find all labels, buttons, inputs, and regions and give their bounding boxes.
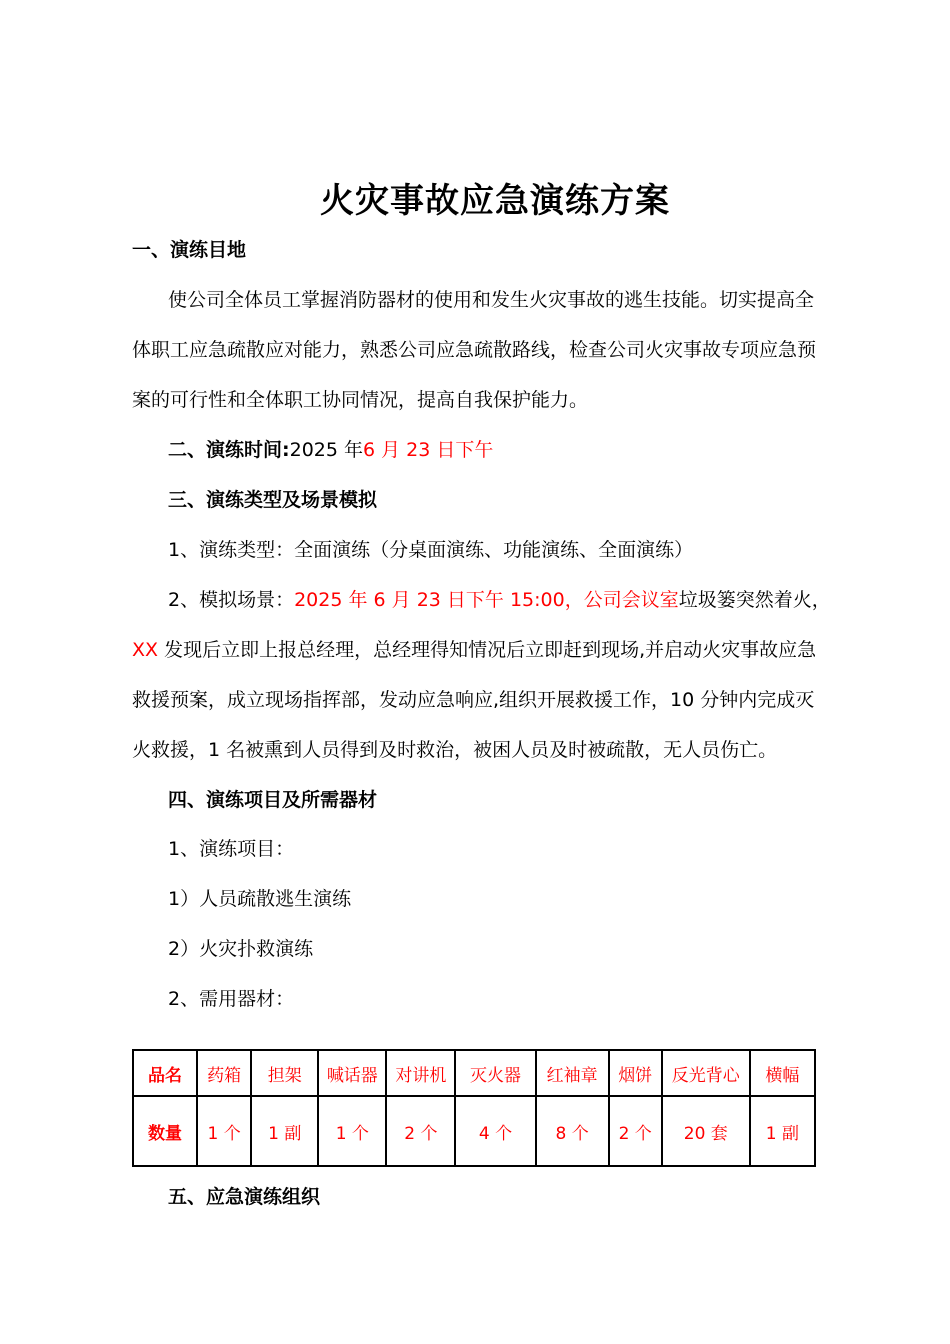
table-row	[133, 1096, 815, 1166]
scene-label: 2、模拟场景：	[168, 589, 295, 611]
table-cell: 2 个	[609, 1096, 662, 1166]
drill-item: 1）人员疏散逃生演练	[168, 888, 352, 910]
section3-heading: 三、演练类型及场景模拟	[168, 489, 378, 511]
table-cell: 1 个	[197, 1096, 251, 1166]
table-cell: 1 副	[251, 1096, 318, 1166]
table-cell: 药箱	[197, 1050, 251, 1096]
drill-year: 2025 年	[289, 439, 364, 461]
name-header-cell: 品名	[133, 1050, 197, 1096]
scene-line: 救援预案，成立现场指挥部，发动应急响应,组织开展救援工作，10 分钟内完成灭	[132, 689, 815, 711]
document-title: 火灾事故应急演练方案	[320, 181, 670, 221]
section1-paragraph-line: 体职工应急疏散应对能力，熟悉公司应急疏散路线，检查公司火灾事故专项应急预	[132, 339, 817, 361]
scene-line	[168, 587, 831, 613]
drill-type-line: 1、演练类型：全面演练（分桌面演练、功能演练、全面演练）	[168, 539, 694, 561]
table-cell: 反光背心	[662, 1050, 750, 1096]
section1-paragraph-line: 使公司全体员工掌握消防器材的使用和发生火灾事故的逃生技能。切实提高全	[168, 289, 815, 311]
drill-item: 2）火灾扑救演练	[168, 938, 314, 960]
table-cell: 对讲机	[386, 1050, 455, 1096]
scene-time-place: 2025 年 6 月 23 日下午 15:00，公司会议室	[294, 589, 679, 611]
section2-line	[168, 437, 493, 463]
table-cell: 红袖章	[536, 1050, 609, 1096]
scene-person: XX	[132, 639, 159, 661]
table-cell: 喊话器	[318, 1050, 386, 1096]
table-row	[133, 1050, 815, 1096]
section1-heading: 一、演练目地	[132, 239, 247, 261]
scene-text: 发现后立即上报总经理，总经理得知情况后立即赶到现场,并启动火灾事故应急	[158, 639, 817, 661]
equipment-label: 2、需用器材：	[168, 988, 295, 1010]
section2-heading: 二、演练时间:	[168, 439, 290, 461]
section1-paragraph-line: 案的可行性和全体职工协同情况，提高自我保护能力。	[132, 389, 589, 411]
qty-header-cell: 数量	[133, 1096, 197, 1166]
drill-date: 6 月 23 日下午	[363, 439, 494, 461]
table-cell: 4 个	[455, 1096, 535, 1166]
scene-text: 垃圾篓突然着火，	[678, 589, 831, 611]
table-cell: 烟饼	[609, 1050, 662, 1096]
scene-line: 火救援，1 名被熏到人员得到及时救治，被困人员及时被疏散，无人员伤亡。	[132, 739, 778, 761]
drill-items-label: 1、演练项目：	[168, 838, 295, 860]
table-cell: 横幅	[750, 1050, 815, 1096]
section5-heading: 五、应急演练组织	[168, 1186, 321, 1208]
table-cell: 担架	[251, 1050, 318, 1096]
table-cell: 1 副	[750, 1096, 815, 1166]
section4-heading: 四、演练项目及所需器材	[168, 789, 378, 811]
table-cell: 2 个	[386, 1096, 455, 1166]
table-cell: 8 个	[536, 1096, 609, 1166]
scene-line	[132, 637, 816, 663]
table-cell: 灭火器	[455, 1050, 535, 1096]
table-cell: 1 个	[318, 1096, 386, 1166]
equipment-table	[132, 1049, 816, 1167]
table-cell: 20 套	[662, 1096, 750, 1166]
